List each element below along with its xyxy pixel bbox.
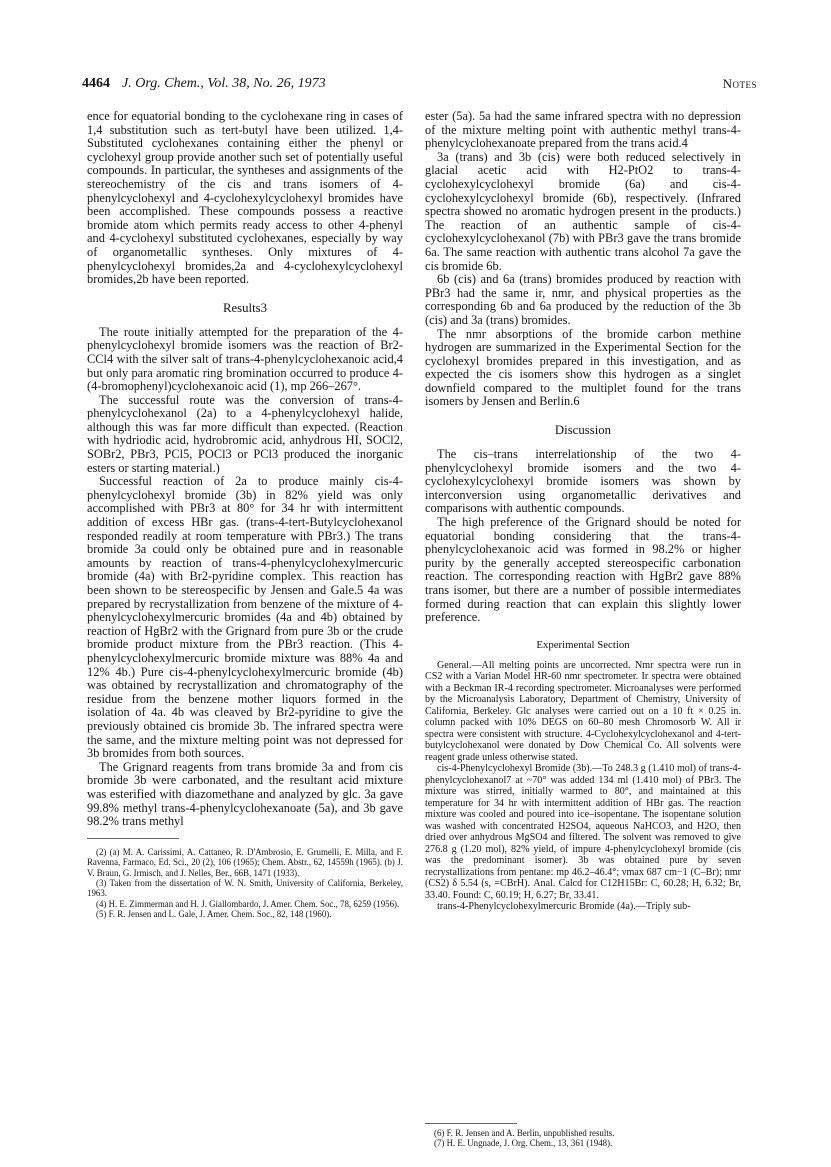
results-paragraph: Successful reaction of 2a to produce mainly cis-4-phenylcyclohexyl bromide (3b) in 82% yield was only accomplished with PBr3 at 80° for 34 hr with intermittent addition of excess HBr gas. (trans-4-tert-Butylcyclohexanol responded readily at room temperature with PBr3.) The trans bromide 3a could only be obtained pure and in reasonable amounts by reaction of trans-4-phenylcyclohexylmercuric bromide (4a) with Br2-pyridine complex. This reaction has been shown to be stereospecific by Jensen and Gale.5 4a was prepared by recrystallization from benzene of the mixture of 4-phenylcyclohexylmercuric bromides (4a and 4b) obtained by reaction of HgBr2 with the Grignard from pure 3b or the crude bromide product mixture from the PBr3 reaction. (This 4-phenylcyclohexylmercuric bromide mixture was 88% 4a and 12% 4b.) Pure cis-4-phenylcyclohexylmercuric bromide (4b) was obtained by recrystallization and chromatography of the residue from the benzene mother liquors formed in the isolation of 4a. 4b was cleaved by Br2-pyridine to give the previously obtained cis bromide 3b. The infrared spectra were the same, and the mixture melting point was not depressed for 3b bromides from both sources. xyxy=(87,474,403,761)
results-paragraph: The route initially attempted for the preparation of the 4-phenylcyclohexyl bromide isomers was the reaction of Br2-CCl4 with the silver salt of trans-4-phenylcyclohexanoic acid,4 but only para aromatic ring bromination occurred to produce 4-(4-bromophenyl)cyclohexanoic acid (1), mp 266–267°. xyxy=(87,324,403,394)
experimental-paragraph: General.—All melting points are uncorrected. Nmr spectra were run in CS2 with a Varian Model HR-60 nmr spectrometer. Ir spectra were obtained with a Beckman IR-4 recording spectrometer. Microanalyses were performed by the Microanalysis Laboratory, Department of Chemistry, University of California, Berkeley. Glc analyses were carried out on a 10 ft × 0.25 in. column packed with 10% DEGS on 60–80 mesh Chromosorb W. All ir spectra were consistent with structure. 4-Cyclohexylcyclohexanol and 4-tert-butylcyclohexanol were donated by Dow Chemical Co. All solvents were reagent grade unless otherwise stated. xyxy=(425,659,741,763)
right-column xyxy=(425,110,741,913)
page-header xyxy=(82,76,757,98)
discussion-paragraph: The high preference of the Grignard should be noted for equatorial bonding considering that the trans-4-phenylcyclohexanoic acid was formed in 98.2% or higher purity by the generally accepted stereospecific carbonation reaction. The corresponding reaction with HgBr2 gave 88% trans isomer, but there are a number of possible intermediates formed during reaction that can explain this slightly lower preference. xyxy=(425,515,741,625)
experimental-body xyxy=(425,660,741,913)
body-paragraph: The nmr absorptions of the bromide carbon methine hydrogen are summarized in the Experimental Section for the cyclohexyl bromides prepared in this investigation, and as expected the cis isomers show this hydrogen as a singlet downfield compared to the multiplet found for the trans isomers by Jensen and Berlin.6 xyxy=(425,326,741,409)
footnote: (6) F. R. Jensen and A. Berlin, unpublished results. xyxy=(434,1128,615,1138)
experimental-heading: Experimental Section xyxy=(536,638,630,651)
body-paragraph: 3a (trans) and 3b (cis) were both reduced selectively in glacial acetic acid with H2-PtO2 to trans-4-cyclohexylcyclohexyl bromide (6a) and cis-4-cyclohexylcyclohexyl bromide (6b), respectively. (Infrared spectra showed no aromatic hydrogen present in the products.) The reaction of an authentic sample of cis-4-cyclohexylcyclohexanol (7b) with PBr3 gave the trans bromide 6a. The same reaction with authentic trans alcohol 7a gave the cis bromide 6b. xyxy=(425,149,741,273)
discussion-paragraph: The cis–trans interrelationship of the two 4-phenylcyclohexyl bromide isomers and the two 4-cyclohexylcyclohexyl bromide isomers was shown by interconversion using organometallic derivatives and comparisons with authentic compounds. xyxy=(425,447,741,516)
intro-paragraph: ence for equatorial bonding to the cyclohexane ring in cases of 1,4 substitution such as tert-butyl have been utilized. 1,4-Substituted cyclohexanes containing either the phenyl or cyclohexyl group provide another such set of potentially useful compounds. In particular, the syntheses and assignments of the stereochemistry of the cis and trans isomers of 4-phenylcyclohexyl and 4-cyclohexylcyclohexyl bromides have been accomplished. These compounds possess a reactive bromide atom which permits ready access to other 4-phenyl and 4-cyclohexyl substituted cyclohexanes, especially by way of organometallic syntheses. Only mixtures of 4-phenylcyclohexyl bromides,2a and 4-cyclohexylcyclohexyl bromides,2b have been reported. xyxy=(87,109,403,287)
body-paragraph: ester (5a). 5a had the same infrared spectra with no depression of the mixture melting point with authentic methyl trans-4-phenylcyclohexanoate prepared from the trans acid.4 xyxy=(425,109,741,151)
left-footnotes xyxy=(87,847,403,920)
footnote: (2) (a) M. A. Carissimi, A. Cattaneo, R. D'Ambrosio, E. Grumelli, E. Milla, and F. Ravenna, Farmaco, Ed. Sci., 20 (2), 106 (1965); Chem. Abstr., 62, 14559h (1965). (b) J. V. Braun, G. Irmisch, and J. Nelles, Ber., 66B, 1471 (1933). xyxy=(87,846,403,878)
results-paragraph: The Grignard reagents from trans bromide 3a and from cis bromide 3b were carbonated, and the resultant acid mixture was esterified with diazomethane and analyzed by glc. 3a gave 99.8% methyl trans-4-phenylcyclohexanoate (5a), and 3b gave 98.2% trans methyl xyxy=(87,759,403,829)
results-heading: Results3 xyxy=(222,300,268,315)
left-column xyxy=(87,110,403,920)
section-label: Notes xyxy=(722,76,757,91)
footnote-rule xyxy=(425,1123,517,1124)
experimental-paragraph: cis-4-Phenylcyclohexyl Bromide (3b).—To 248.3 g (1.410 mol) of trans-4-phenylcyclohexanol7 at ~70° was added 134 ml (1.410 mol) of PBr3. The mixture was stirred, initially warmed to 80°, and maintained at this temperature for 34 hr with intermittent addition of HBr gas. The reaction mixture was cooled and poured into ice–isopentane. The isopentane solution was washed with concentrated H2SO4, aqueous NaHCO3, and H2O, then dried over anhydrous MgSO4 and filtered. The solvent was removed to give 276.8 g (1.20 mol), 82% yield, of impure 4-phenylcyclohexyl bromide (cis was the predominant isomer). 3b was obtained pure by seven recrystallizations from pentane: mp 46.2–46.4°; νmax 687 cm−1 (C–Br); nmr (CS2) δ 5.54 (s, =CBrH). Anal. Calcd for C12H15Br: C, 60.28; H, 6.32; Br, 33.40. Found: C, 60.19; H, 6.27; Br, 33.41. xyxy=(425,763,741,901)
journal-citation: J. Org. Chem., Vol. 38, No. 26, 1973 xyxy=(122,76,326,91)
footnote: (3) Taken from the dissertation of W. N. Smith, University of California, Berkeley, 1963. xyxy=(87,877,403,899)
footnote: (5) F. R. Jensen and L. Gale, J. Amer. Chem. Soc., 82, 148 (1960). xyxy=(96,909,332,920)
page-number: 4464 xyxy=(82,76,110,91)
experimental-paragraph: trans-4-Phenylcyclohexylmercuric Bromide (4a).—Triply sub- xyxy=(437,901,691,913)
right-footnotes xyxy=(425,1123,741,1149)
body-paragraph: 6b (cis) and 6a (trans) bromides produced by reaction with PBr3 had the same ir, nmr, and physical properties as the corresponding 6b and 6a produced by the reduction of the 3b (cis) and 3a (trans) bromides. xyxy=(425,272,741,327)
footnote-rule xyxy=(87,838,179,843)
results-paragraph: The successful route was the conversion of trans-4-phenylcyclohexanol (2a) to a 4-phenylcyclohexyl halide, although this was far more difficult than expected. (Reaction with hydriodic acid, hydrobromic acid, anhydrous HI, SOCl2, SOBr2, PBr3, PCl5, POCl3 or PCl3 produced the inorganic esters or starting material.) xyxy=(87,392,403,475)
footnote: (4) H. E. Zimmerman and H. J. Giallombardo, J. Amer. Chem. Soc., 78, 6259 (1956). xyxy=(96,898,400,909)
discussion-heading: Discussion xyxy=(554,423,612,438)
footnote: (7) H. E. Ungnade, J. Org. Chem., 13, 361 (1948). xyxy=(434,1138,613,1149)
